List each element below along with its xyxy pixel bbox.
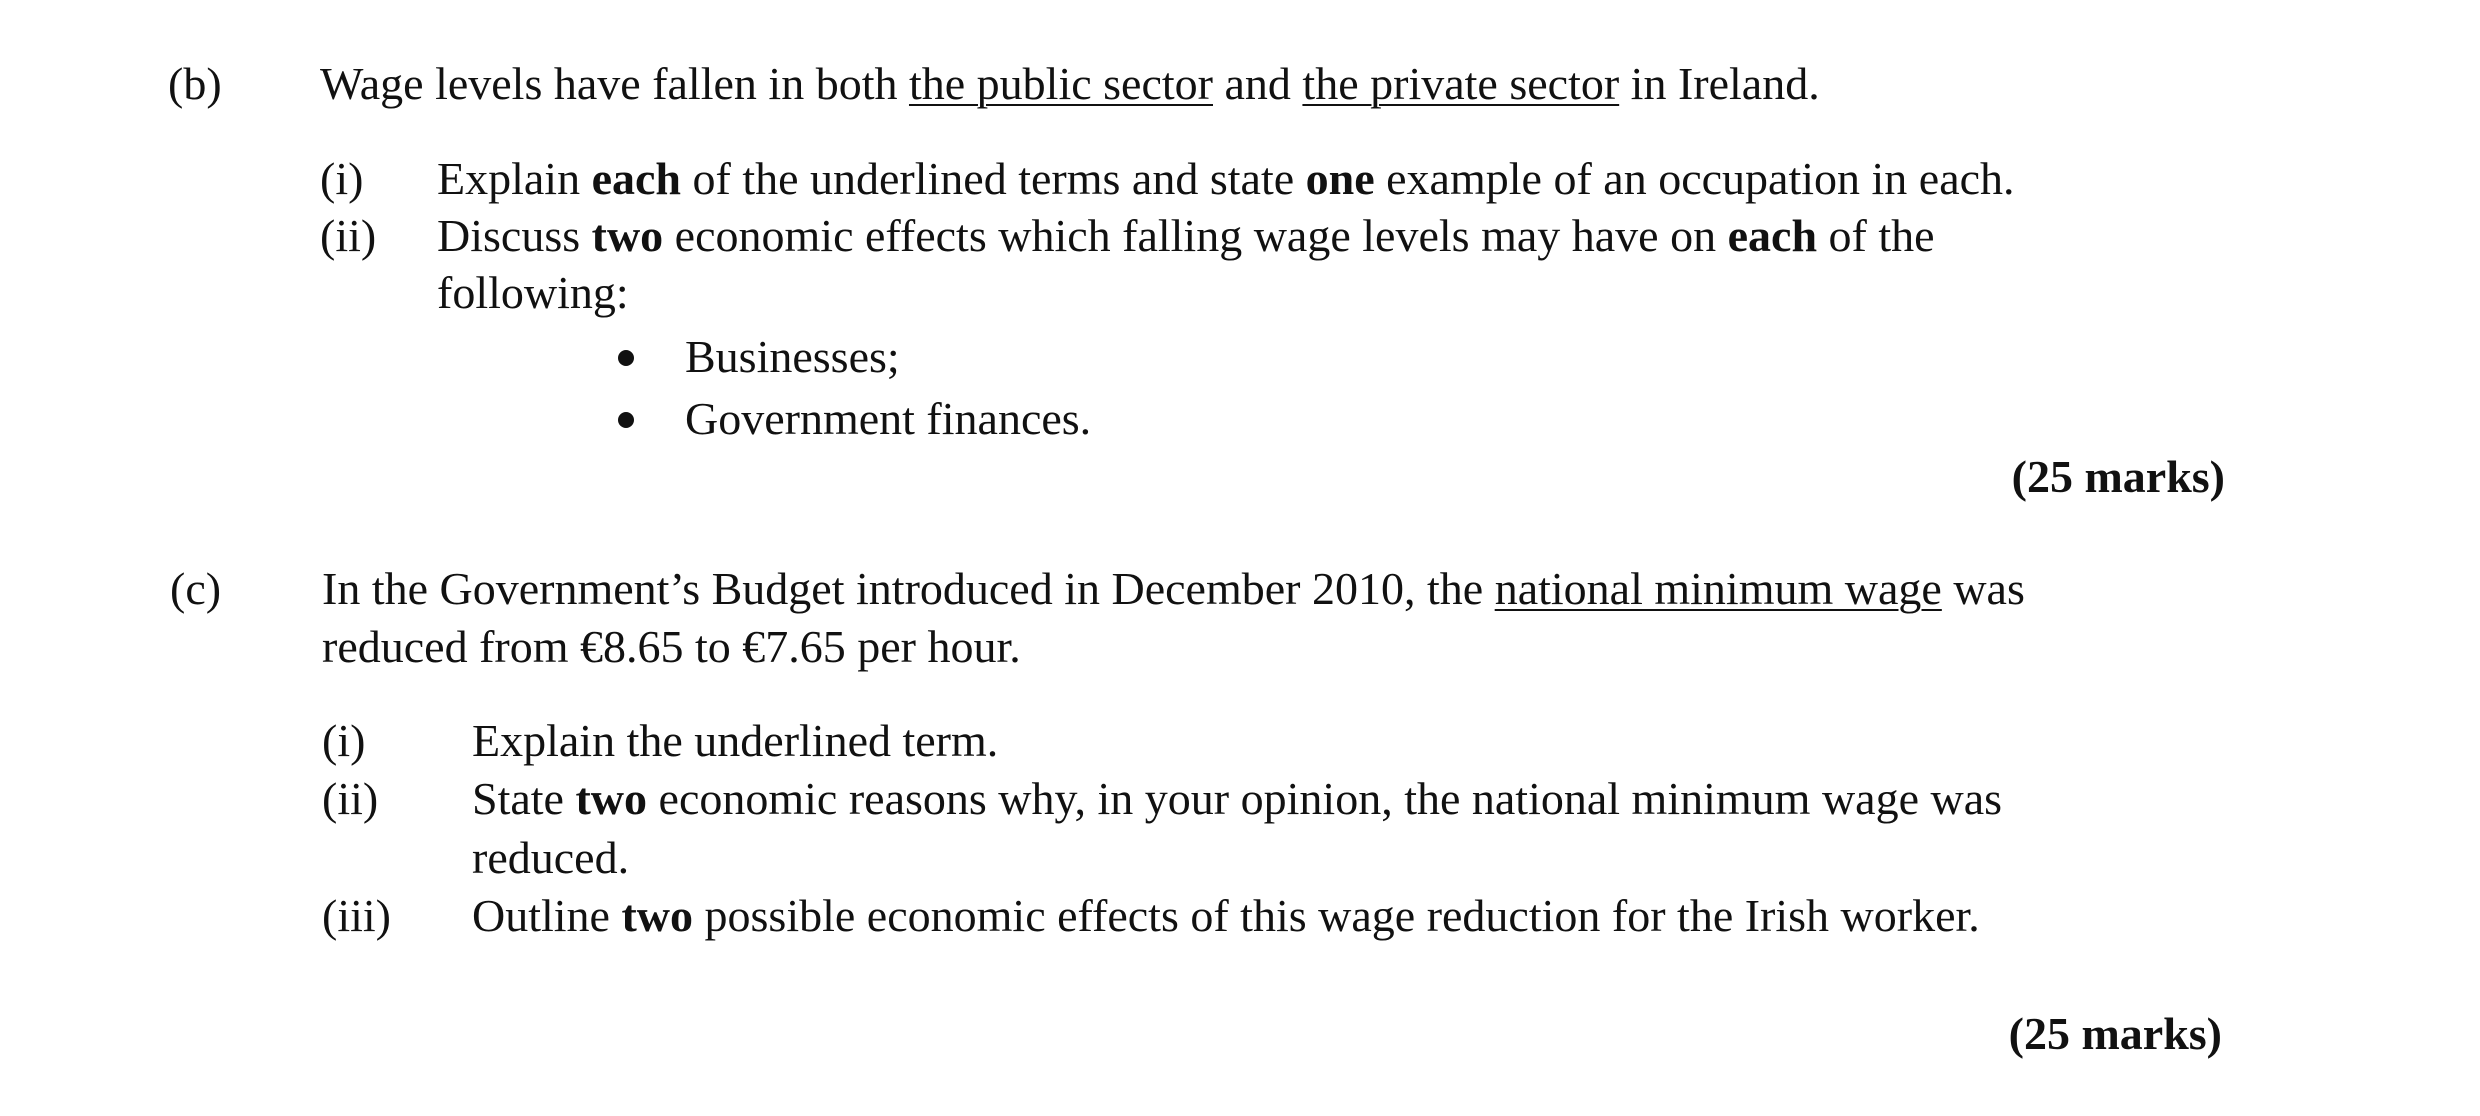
question-c-iii-text (472, 887, 1980, 945)
bold-word: one (1305, 153, 1375, 204)
underlined-term-national-minimum-wage: national minimum wage (1494, 563, 1942, 614)
question-c-ii-text-line2: reduced. (472, 832, 630, 883)
question-b-i-label: (i) (320, 153, 364, 204)
question-b-label: (b) (168, 58, 222, 109)
question-c-ii-label: (ii) (322, 773, 379, 824)
text-segment: Discuss (437, 210, 592, 261)
question-b-i-text (437, 150, 2015, 208)
bold-word: each (591, 153, 681, 204)
bold-word: two (575, 773, 648, 824)
text-segment: of the underlined terms and state (681, 153, 1306, 204)
question-c-iii-label: (iii) (322, 890, 391, 941)
question-c-i-label: (i) (322, 715, 366, 766)
bold-word: two (591, 210, 664, 261)
question-b-stem (320, 55, 1820, 113)
underlined-term-public-sector: the public sector (908, 58, 1213, 109)
text-segment: of the (1817, 210, 1935, 261)
question-c-label: (c) (170, 563, 222, 614)
bullet-item-government-finances: Government finances. (685, 393, 1092, 444)
stem-text: was (1941, 563, 2025, 614)
question-b-ii-text (437, 207, 1935, 265)
bold-word: two (621, 890, 694, 941)
question-c-stem (322, 560, 2025, 618)
text-segment: Outline (472, 890, 622, 941)
bullet-icon (618, 350, 634, 366)
text-segment: example of an occupation in each. (1374, 153, 2015, 204)
stem-text: Wage levels have fallen in both (320, 58, 909, 109)
text-segment: economic effects which falling wage levels may have on (663, 210, 1728, 261)
text-segment: State (472, 773, 576, 824)
marks-b: (25 marks) (2011, 451, 2225, 502)
text-segment: possible economic effects of this wage reduction for the Irish worker. (693, 890, 1980, 941)
question-b-ii-text-line2: following: (437, 267, 629, 318)
question-b-ii-label: (ii) (320, 210, 377, 261)
text-segment: Explain (437, 153, 592, 204)
bullet-item-businesses: Businesses; (685, 331, 900, 382)
stem-text: in Ireland. (1619, 58, 1820, 109)
underlined-term-private-sector: the private sector (1302, 58, 1620, 109)
question-c-ii-text (472, 770, 2002, 828)
bold-word: each (1727, 210, 1818, 261)
text-segment: economic reasons why, in your opinion, the national minimum wage was (647, 773, 2003, 824)
stem-text: and (1213, 58, 1303, 109)
question-c-i-text: Explain the underlined term. (472, 715, 999, 766)
marks-c: (25 marks) (2008, 1008, 2222, 1059)
bullet-icon (618, 412, 634, 428)
question-c-stem-line2: reduced from €8.65 to €7.65 per hour. (322, 621, 1021, 672)
stem-text: In the Government’s Budget introduced in December 2010, the (322, 563, 1495, 614)
